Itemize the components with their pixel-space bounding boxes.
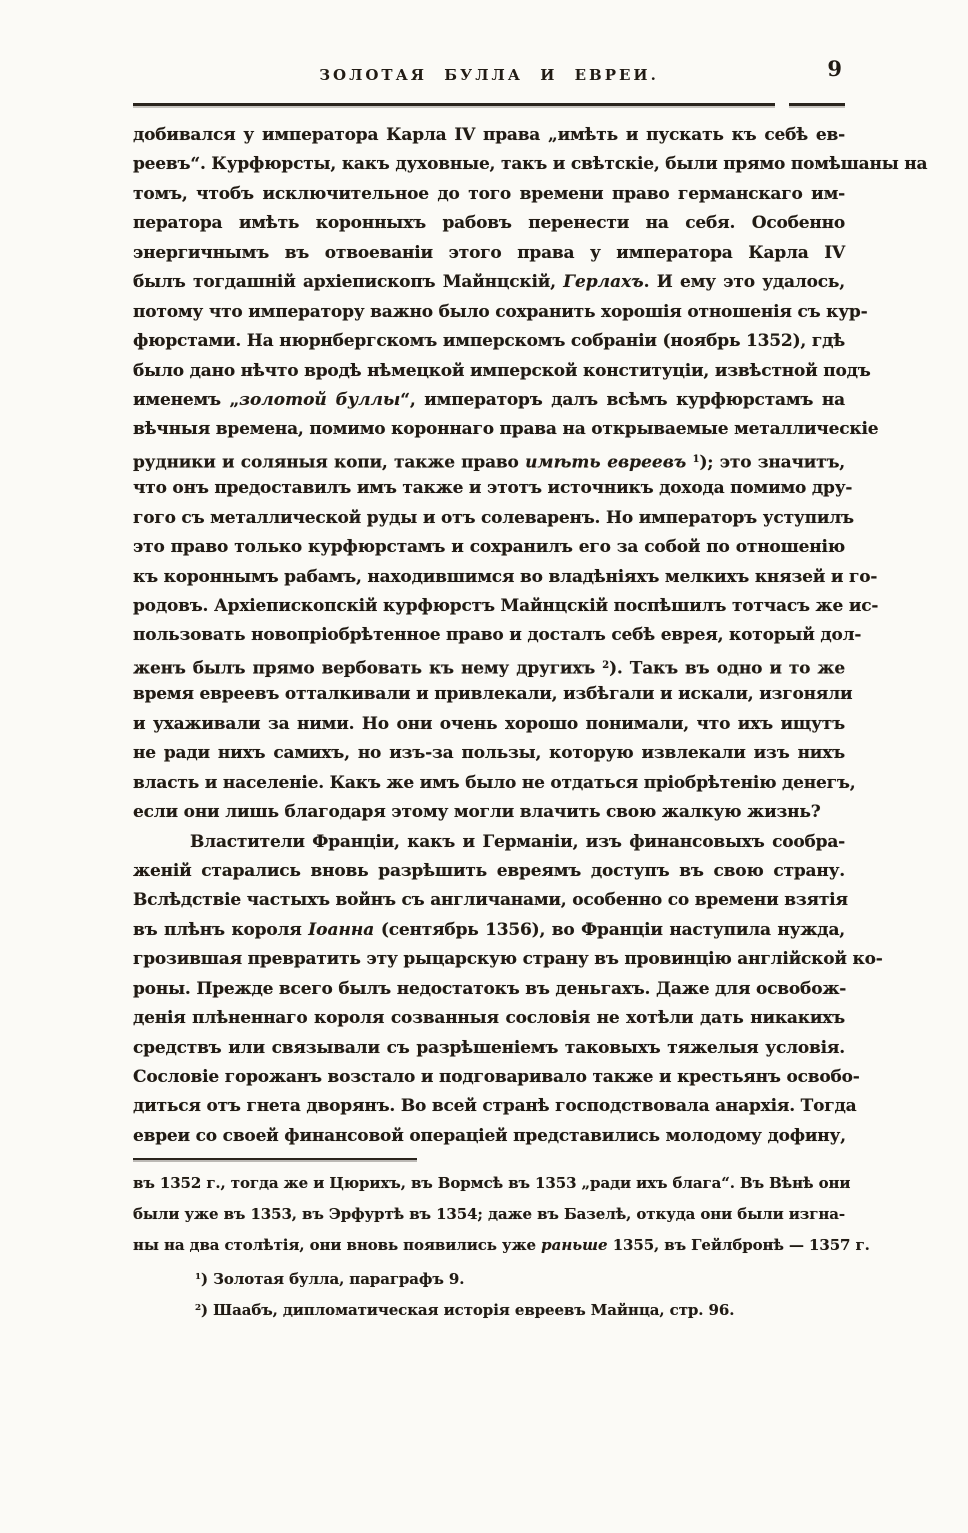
text-line: энергичнымъ въ отвоеваніи этого права у императора Карла IV bbox=[133, 242, 845, 263]
body-text bbox=[133, 121, 928, 1151]
text-line: не ради нихъ самихъ, но изъ-за пользы, которую извлекали изъ нихъ bbox=[133, 743, 845, 764]
text-line: добивался у императора Карла IV права „имѣть и пускать къ себѣ ев- bbox=[133, 125, 845, 145]
text-line: если они лишь благодаря этому могли влачить свою жалкую жизнь? bbox=[133, 802, 821, 823]
page-number: 9 bbox=[827, 56, 842, 81]
footnote-marker: 2 bbox=[195, 1302, 202, 1313]
text-line: Властители Франціи, какъ и Германіи, изъ финансовыхъ сообра- bbox=[190, 831, 845, 852]
text-line: реевъ“. Курфюрсты, какъ духовные, такъ и свѣтскіе, были прямо помѣшаны на bbox=[133, 154, 928, 175]
text-line: рудники и соляныя копи, также право имѣть евреевъ $^1$); это значитъ, bbox=[133, 452, 846, 473]
text-line: фюрстами. На нюрнбергскомъ имперскомъ собраніи (ноябрь 1352), гдѣ bbox=[133, 331, 845, 352]
footnote-separator bbox=[133, 1158, 417, 1160]
text-line: вѣчныя времена, помимо короннаго права на открываемые металлическіе bbox=[133, 419, 879, 440]
text-line: гого съ металлической руды и отъ солеваренъ. Но императоръ уступилъ bbox=[133, 507, 854, 528]
text-line: былъ тогдашній архіепископъ Майнцскій, Герлахъ. И ему это удалось, bbox=[133, 272, 845, 293]
text-line: время евреевъ отталкивали и привлекали, избѣгали и искали, изгоняли bbox=[133, 684, 853, 705]
text-line: Вслѣдствіе частыхъ войнъ съ англичанами, особенно со времени взятія bbox=[133, 890, 848, 911]
footnote-continuation-line: въ 1352 г., тогда же и Цюрихъ, въ Вормсѣ въ 1353 „ради ихъ блага“. Въ Вѣнѣ они bbox=[133, 1174, 851, 1192]
footnote-item: $^1$) Золотая булла, параграфъ 9. bbox=[195, 1269, 465, 1288]
text-line: томъ, чтобъ исключительное до того времени право германскаго им- bbox=[133, 183, 845, 204]
text-line: грозившая превратить эту рыцарскую страну въ провинцію англійской ко- bbox=[133, 949, 883, 970]
text-line: родовъ. Архіепископскій курфюрстъ Майнцскій поспѣшилъ тотчасъ же ис- bbox=[133, 596, 879, 616]
text-line: потому что императору важно было сохранить хорошія отношенія съ кур- bbox=[133, 301, 868, 322]
footnote-continuation-line: ны на два столѣтія, они вновь появились уже раньше 1355, въ Гейлбронѣ — 1357 г. bbox=[133, 1236, 870, 1255]
text-line: женъ былъ прямо вербовать къ нему другихъ $^2$). Такъ въ одно и то же bbox=[133, 658, 846, 679]
text-line: Сословіе горожанъ возстало и подговаривало также и крестьянъ освобо- bbox=[133, 1067, 860, 1087]
text-line: средствъ или связывали съ разрѣшеніемъ таковыхъ тяжелыя условія. bbox=[133, 1037, 845, 1058]
running-head-title: ЗОЛОТАЯ БУЛЛА И ЕВРЕИ. bbox=[319, 66, 659, 84]
text-line: что онъ предоставилъ имъ также и этотъ источникъ дохода помимо дру- bbox=[133, 478, 853, 499]
footnote-marker: 1 bbox=[195, 1271, 202, 1282]
text-line: власть и населеніе. Какъ же имъ было не отдаться пріобрѣтенію денегъ, bbox=[133, 772, 856, 793]
text-line: пользовать новопріобрѣтенное право и досталъ себѣ еврея, который дол- bbox=[133, 625, 862, 646]
header-rule-segment-right bbox=[789, 103, 845, 106]
footnote-block bbox=[133, 1168, 870, 1324]
text-line: это право только курфюрстамъ и сохранилъ его за собой по отношенію bbox=[133, 537, 845, 558]
header-rule bbox=[133, 103, 845, 106]
text-line: въ плѣнъ короля Іоанна (сентябрь 1356), во Франціи наступила нужда, bbox=[133, 919, 845, 940]
text-line: денія плѣненнаго короля созванныя сословія не хотѣли дать никакихъ bbox=[133, 1008, 845, 1029]
text-line: именемъ „золотой буллы“, императоръ далъ всѣмъ курфюрстамъ на bbox=[133, 389, 845, 410]
text-line: было дано нѣчто вродѣ нѣмецкой имперской конституціи, извѣстной подъ bbox=[133, 360, 871, 381]
footnote-item: $^2$) Шаабъ, дипломатическая исторія евреевъ Майнца, стр. 96. bbox=[195, 1300, 735, 1319]
text-line: ператора имѣть коронныхъ рабовъ перенести на себя. Особенно bbox=[133, 213, 845, 234]
text-line: евреи со своей финансовой операціей представились молодому дофину, bbox=[133, 1125, 846, 1146]
text-line: и ухаживали за ними. Но они очень хорошо понимали, что ихъ ищутъ bbox=[133, 713, 845, 734]
text-line: роны. Прежде всего былъ недостатокъ въ деньгахъ. Даже для освобож- bbox=[133, 978, 847, 999]
header-rule-segment-left bbox=[133, 103, 775, 106]
footnote-continuation-line: были уже въ 1353, въ Эрфуртѣ въ 1354; даже въ Базелѣ, откуда они были изгна- bbox=[133, 1205, 845, 1224]
text-line: къ короннымъ рабамъ, находившимся во владѣніяхъ мелкихъ князей и го- bbox=[133, 566, 878, 587]
text-line: диться отъ гнета дворянъ. Во всей странѣ господствовала анархія. Тогда bbox=[133, 1096, 857, 1117]
text-line: женій старались вновь разрѣшить евреямъ доступъ въ свою страну. bbox=[133, 860, 845, 881]
